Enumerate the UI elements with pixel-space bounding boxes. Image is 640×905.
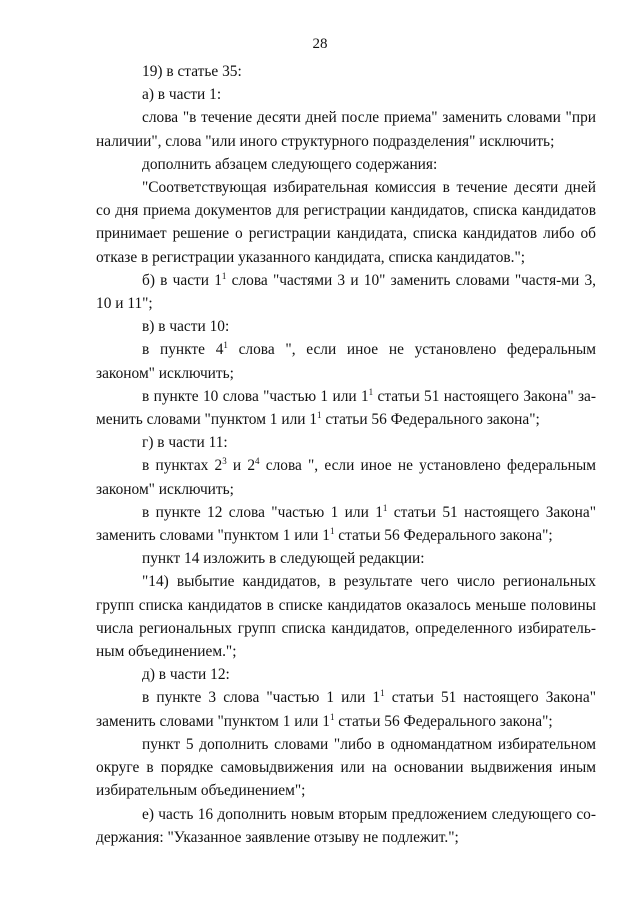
text-run: статьи 56 Федерального закона"; — [321, 411, 540, 429]
text-run: слова ", если иное не установлено федеральным законом" исключить; — [96, 457, 596, 498]
superscript: 1 — [221, 270, 227, 281]
text-run: статьи 51 настоящего Закона" за-менить словами "пунктом 1 или 1 — [96, 387, 596, 429]
text-run: статьи 56 Федерального закона"; — [334, 712, 553, 730]
paragraph — [96, 106, 596, 152]
text-run: слова ", если иное не установлено федеральным законом" исключить; — [96, 341, 596, 382]
superscript: 1 — [382, 502, 388, 513]
text-run: дополнить абзацем следующего содержания: — [142, 155, 438, 173]
text-run: "Соответствующая избирательная комиссия в течение десяти дней со дня приема документов для регистрации кандидатов, списка кандидатов принимает решение о регистрации кандидата, списка кандидатов либо об отказе в регистрации указанного кандидата, списка кандидатов."; — [96, 179, 596, 266]
superscript: 1 — [223, 340, 228, 351]
paragraph — [96, 60, 596, 83]
text-run: слова "в течение десяти дней после приема" заменить словами "при наличии", слова "или иного структурного подразделения" исключить; — [96, 109, 596, 150]
text-run: и 2 — [226, 457, 256, 475]
text-run: 19) в статье 35: — [142, 63, 242, 80]
paragraph — [96, 176, 596, 269]
superscript: 1 — [329, 525, 335, 536]
text-run: статьи 51 настоящего Закона" заменить словами "пунктом 1 или 1 — [96, 503, 596, 545]
paragraph — [96, 547, 596, 570]
text-run: д) в части 12: — [142, 666, 230, 684]
paragraph — [96, 454, 596, 500]
paragraph — [96, 153, 596, 176]
superscript: 4 — [255, 456, 260, 467]
paragraph — [96, 686, 596, 732]
text-run: в) в части 10: — [142, 318, 230, 336]
text-run: пункт 14 изложить в следующей редакции: — [142, 550, 425, 568]
paragraph — [96, 431, 596, 454]
paragraph — [96, 803, 596, 849]
text-run: статьи 56 Федерального закона"; — [334, 527, 553, 545]
paragraph — [96, 733, 596, 803]
superscript: 3 — [222, 456, 227, 467]
page-number: 28 — [312, 36, 328, 52]
paragraph — [96, 385, 596, 431]
text-run: в пункте 3 слова "частью 1 или 1 — [142, 689, 381, 707]
text-run: в пункте 12 слова "частью 1 или 1 — [142, 503, 383, 521]
superscript: 1 — [317, 409, 322, 420]
text-run: а) в части 1: — [142, 86, 222, 104]
text-run: б) в части 1 — [142, 271, 222, 289]
text-run: в пункте 4 — [142, 341, 224, 359]
text-run: "14) выбытие кандидатов, в результате чего число региональных групп списка кандидатов в списке кандидатов оказалось меньше половины числа региональных групп списка кандидатов, определенного избиратель-ным объединением."; — [96, 573, 596, 661]
superscript: 1 — [380, 688, 385, 699]
paragraph — [96, 83, 596, 106]
text-run: е) часть 16 дополнить новым вторым предложением следующего со-держания: "Указанное заявление отзыву не подлежит."; — [96, 805, 596, 846]
text-run: г) в части 11: — [142, 434, 228, 452]
paragraph — [96, 269, 596, 315]
text-run: пункт 5 дополнить словами "либо в одномандатном избирательном округе в порядке самовыдвижения или на основании выдвижения иным избирательным объединением"; — [96, 735, 596, 800]
paragraph — [96, 501, 596, 547]
paragraph — [96, 663, 596, 686]
text-run: в пунктах 2 — [142, 457, 223, 475]
text-run: в пункте 10 слова "частью 1 или 1 — [142, 387, 369, 405]
document-body — [96, 60, 596, 849]
paragraph — [96, 338, 596, 384]
text-run: слова "частями 3 и 10" заменить словами "частя-ми 3, 10 и 11"; — [96, 271, 596, 313]
text-run: статьи 51 настоящего Закона" заменить словами "пунктом 1 или 1 — [96, 689, 596, 730]
paragraph — [96, 315, 596, 338]
superscript: 1 — [368, 386, 374, 397]
paragraph — [96, 570, 596, 663]
superscript: 1 — [329, 711, 335, 722]
